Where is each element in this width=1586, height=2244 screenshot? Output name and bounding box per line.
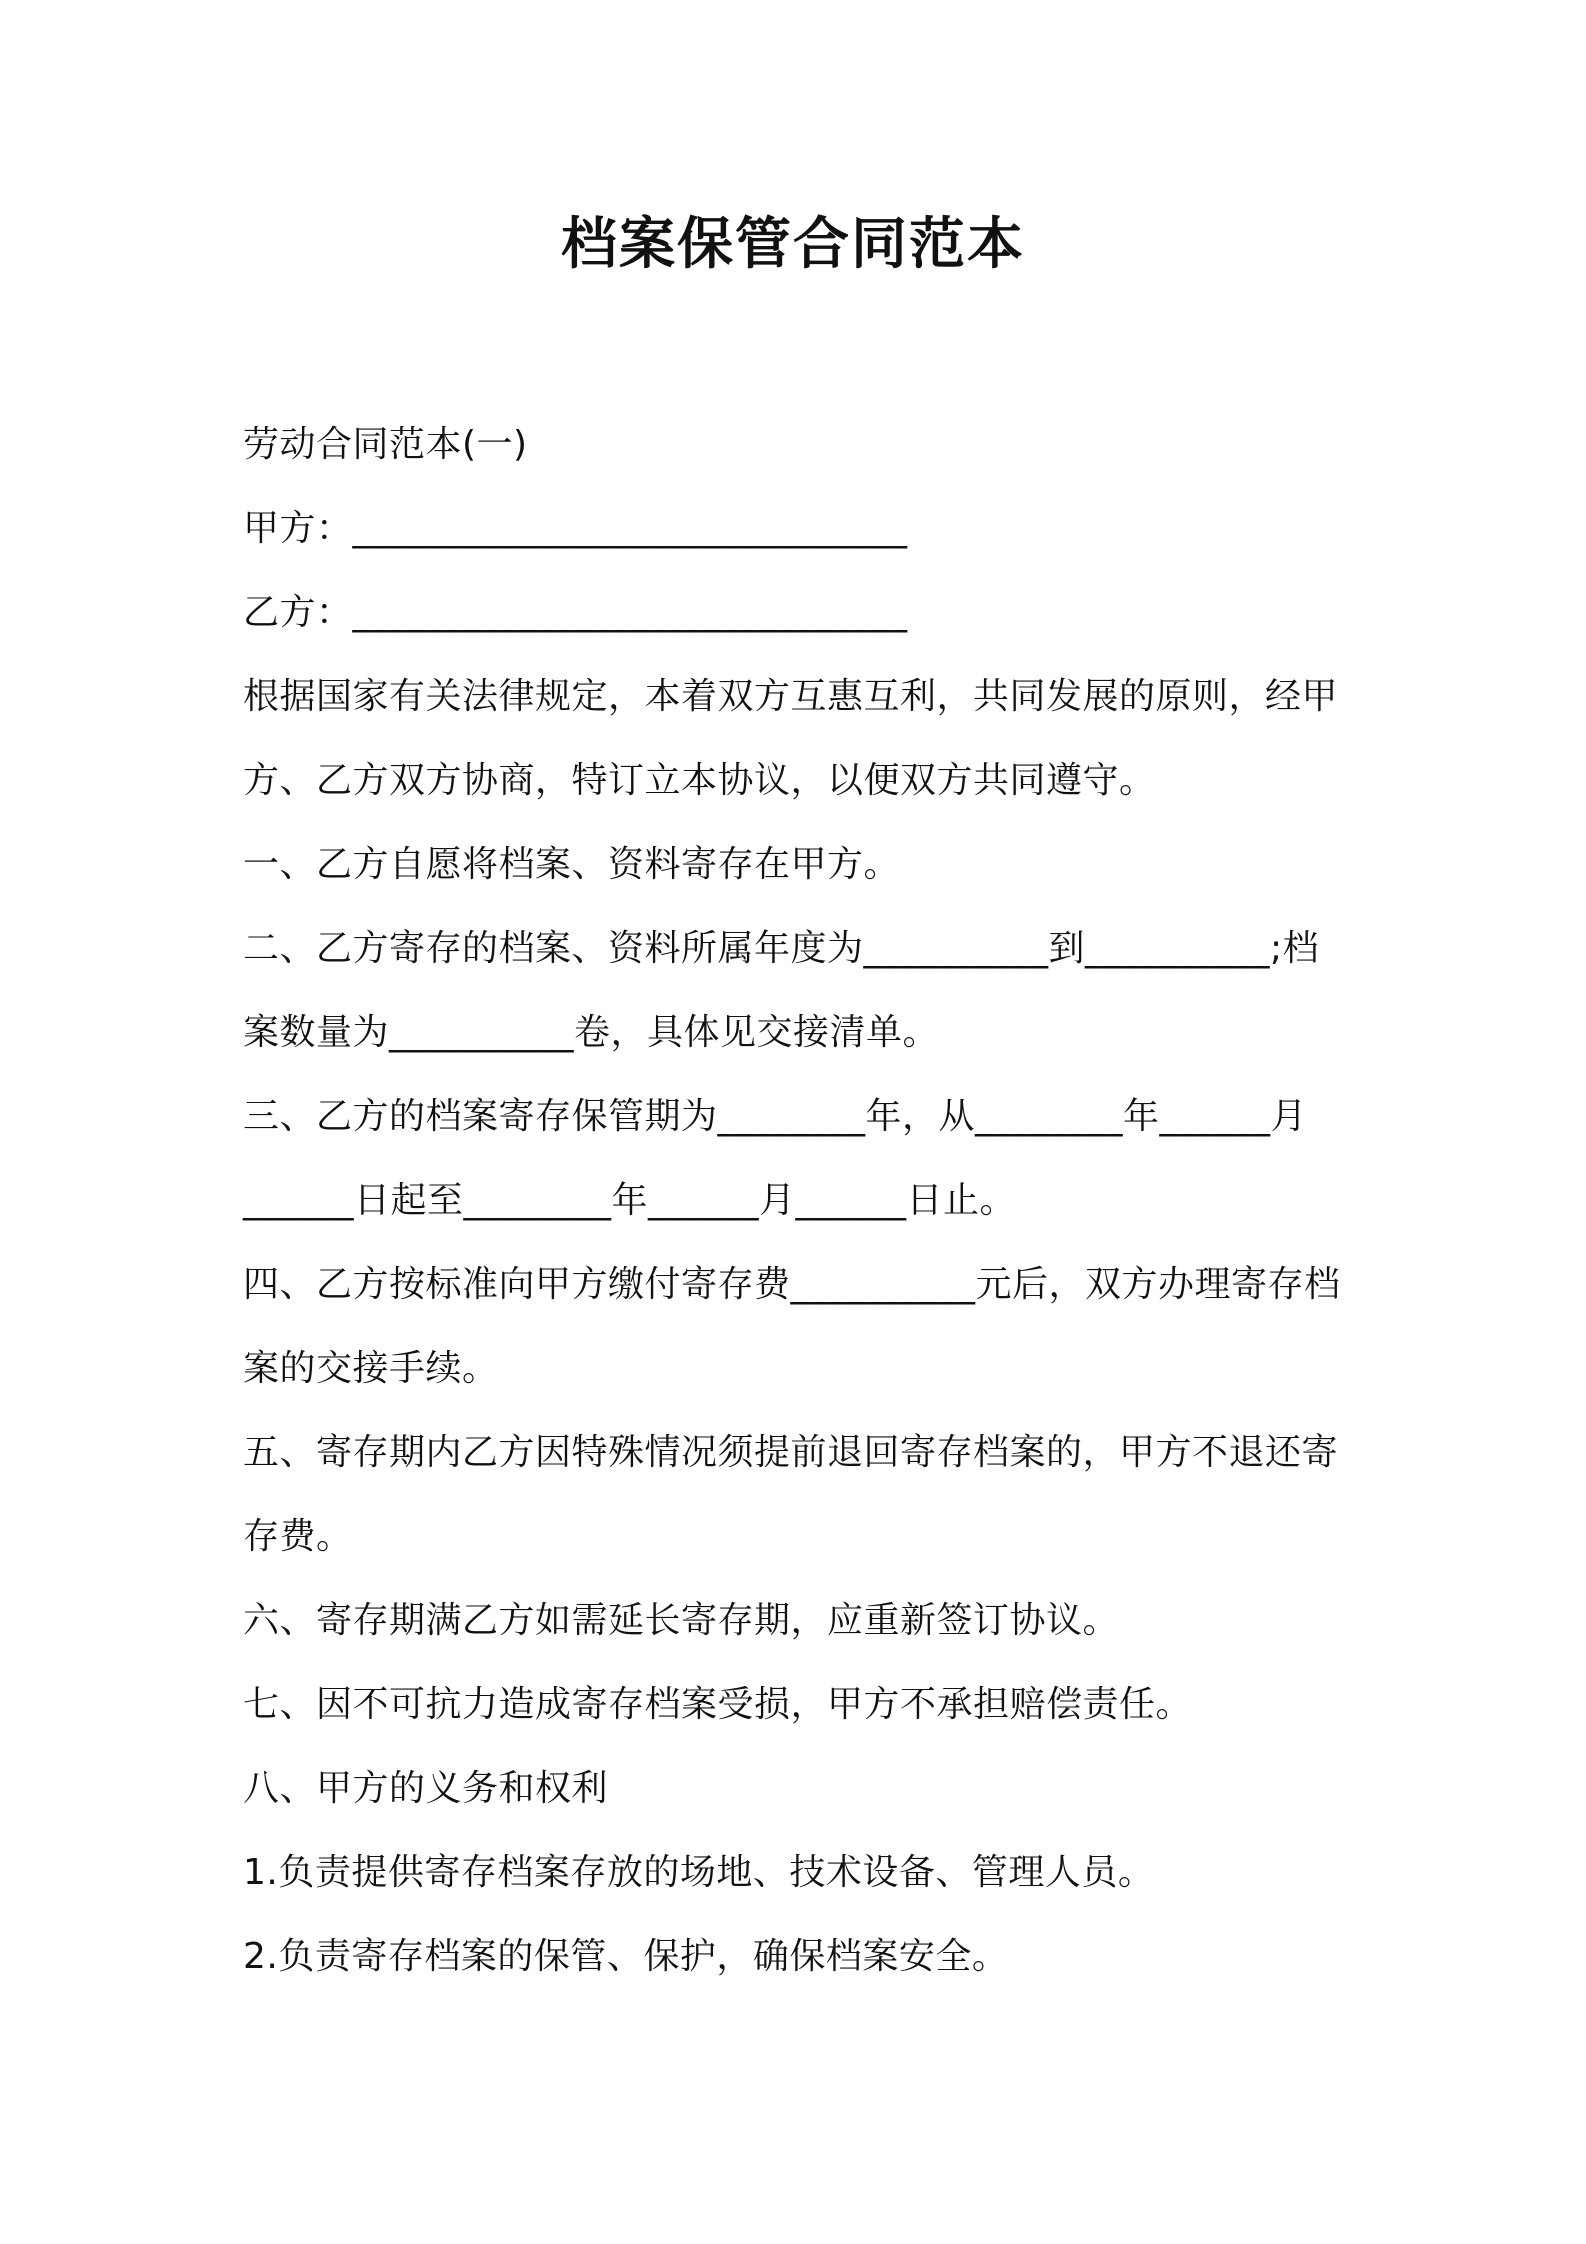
clause-2-line-2: 案数量为__________卷，具体见交接清单。 xyxy=(243,1012,940,1053)
document-title: 档案保管合同范本 xyxy=(561,212,1025,277)
clause-3-line-1: 三、乙方的档案寄存保管期为________年，从________年______月 xyxy=(243,1096,1308,1137)
preamble-line-2: 方、乙方双方协商，特订立本协议，以便双方共同遵守。 xyxy=(243,760,1156,801)
clause-7-line: 七、因不可抗力造成寄存档案受损，甲方不承担赔偿责任。 xyxy=(243,1684,1193,1725)
clause-1-line: 一、乙方自愿将档案、资料寄存在甲方。 xyxy=(243,844,901,885)
clause-8-heading: 八、甲方的义务和权利 xyxy=(243,1768,609,1809)
clause-5-line-2: 存费。 xyxy=(243,1516,353,1557)
clause-4-line-1: 四、乙方按标准向甲方缴付寄存费__________元后，双方办理寄存档 xyxy=(243,1264,1341,1305)
party-b-line: 乙方：______________________________ xyxy=(243,592,908,633)
clause-6-line: 六、寄存期满乙方如需延长寄存期，应重新签订协议。 xyxy=(243,1600,1120,1641)
subtitle-line: 劳动合同范本(一) xyxy=(243,424,528,465)
document-body xyxy=(243,403,1358,1999)
preamble-line-1: 根据国家有关法律规定，本着双方互惠互利，共同发展的原则，经甲 xyxy=(243,676,1339,717)
clause-2-line-1: 二、乙方寄存的档案、资料所属年度为__________到__________;档 xyxy=(243,928,1320,969)
party-a-line: 甲方：______________________________ xyxy=(243,508,908,549)
clause-8-item-2: 2.负责寄存档案的保管、保护，确保档案安全。 xyxy=(243,1936,1009,1977)
clause-8-item-1: 1.负责提供寄存档案存放的场地、技术设备、管理人员。 xyxy=(243,1852,1155,1893)
clause-3-line-2: ______日起至________年______月______日止。 xyxy=(243,1180,1017,1221)
clause-5-line-1: 五、寄存期内乙方因特殊情况须提前退回寄存档案的，甲方不退还寄 xyxy=(243,1432,1339,1473)
clause-4-line-2: 案的交接手续。 xyxy=(243,1348,499,1389)
